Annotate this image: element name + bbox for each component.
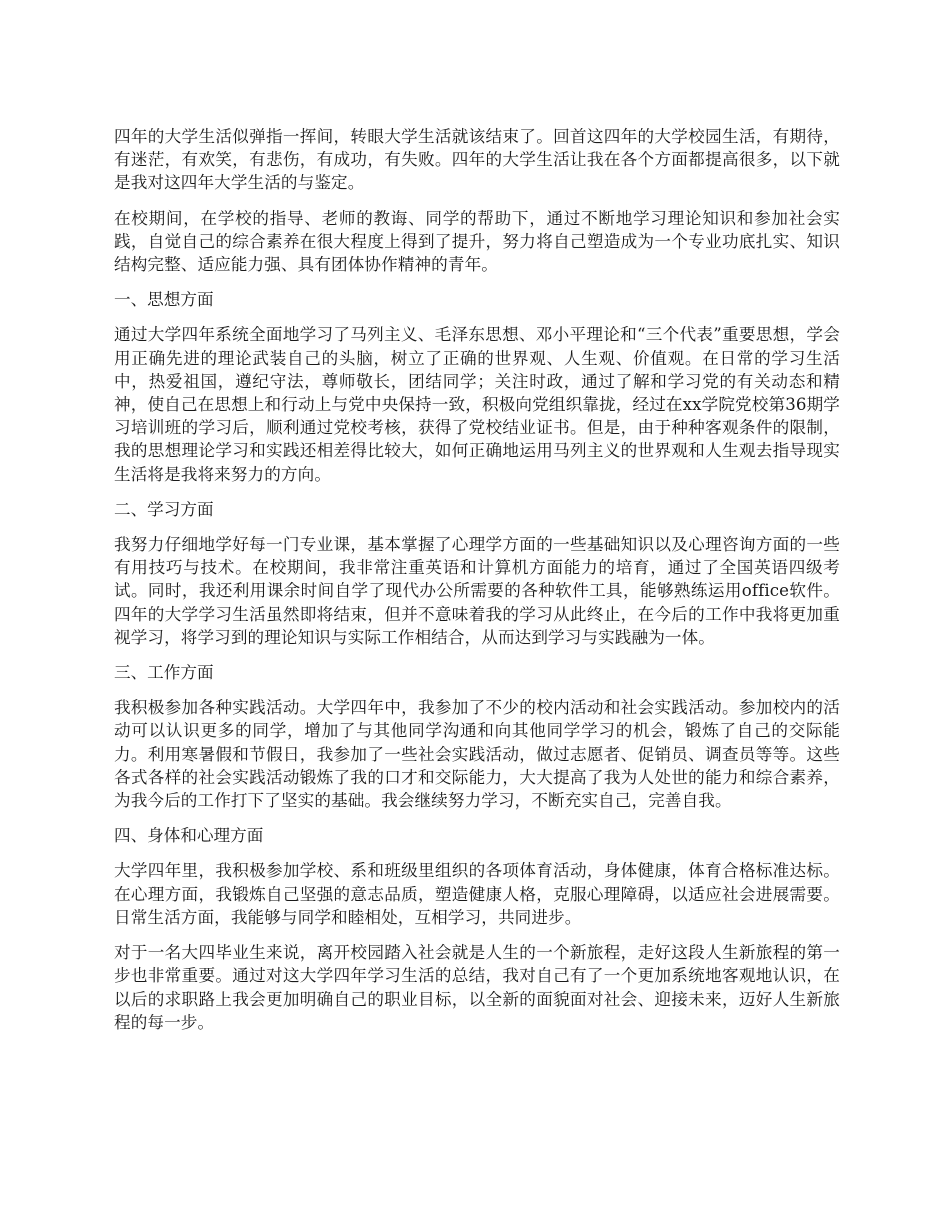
section-heading-work: 三、工作方面 [114, 663, 214, 683]
section-heading-ideology: 一、思想方面 [114, 290, 214, 310]
study-paragraph: 我努力仔细地学好每一门专业课，基本掌握了心理学方面的一些基础知识以及心理咨询方面的一些有用技巧与技术。在校期间，我非常注重英语和计算机方面能力的培育，通过了全国英语四级考试。同时，我还利用课余时间自学了现代办公所需要的各种软件工具，能够熟练运用office软件。四年的大学学习生活虽然即将结束，但并不意味着我的学习从此终止，在今后的工作中我将更加重视学习，将学习到的理论知识与实际工作相结合，从而达到学习与实践融为一体。 [114, 535, 840, 647]
section-heading-study: 二、学习方面 [114, 499, 214, 519]
intro-paragraph: 四年的大学生活似弹指一挥间，转眼大学生活就该结束了。回首这四年的大学校园生活，有期待，有迷茫，有欢笑，有悲伤，有成功，有失败。四年的大学生活让我在各个方面都提高很多，以下就是我对这四年大学生活的与鉴定。 [114, 127, 840, 193]
ideology-paragraph: 通过大学四年系统全面地学习了马列主义、毛泽东思想、邓小平理论和“三个代表”重要思想，学会用正确先进的理论武装自己的头脑，树立了正确的世界观、人生观、价值观。在日常的学习生活中，热爱祖国，遵纪守法，尊师敬长，团结同学；关注时政，通过了解和学习党的有关动态和精神，使自己在思想上和行动上与党中央保持一致，积极向党组织靠拢，经过在xx学院党校第36期学习培训班的学习后，顺利通过党校考核，获得了党校结业证书。但是，由于种种客观条件的限制，我的思想理论学习和实践还相差得比较大，如何正确地运用马列主义的世界观和人生观去指导现实生活将是我将来努力的方向。 [114, 325, 840, 484]
section-heading-health: 四、身体和心理方面 [114, 826, 264, 846]
work-paragraph: 我积极参加各种实践活动。大学四年中，我参加了不少的校内活动和社会实践活动。参加校内的活动可以认识更多的同学，增加了与其他同学沟通和向其他同学学习的机会，锻炼了自己的交际能力。利用寒暑假和节假日，我参加了一些社会实践活动，做过志愿者、促销员、调查员等等。这些各式各样的社会实践活动锻炼了我的口才和交际能力，大大提高了我为人处世的能力和综合素养，为我今后的工作打下了坚实的基础。我会继续努力学习，不断充实自己，完善自我。 [114, 698, 840, 811]
conclusion-paragraph: 对于一名大四毕业生来说，离开校园踏入社会就是人生的一个新旅程，走好这段人生新旅程的第一步也非常重要。通过对这大学四年学习生活的总结，我对自己有了一个更加系统地客观地认识，在以后的求职路上我会更加明确自己的职业目标，以全新的面貌面对社会、迎接未来，迈好人生新旅程的每一步。 [114, 943, 840, 1032]
school-period-paragraph: 在校期间，在学校的指导、老师的教诲、同学的帮助下，通过不断地学习理论知识和参加社会实践，自觉自己的综合素养在很大程度上得到了提升，努力将自己塑造成为一个专业功底扎实、知识结构完整、适应能力强、具有团体协作精神的青年。 [114, 208, 840, 275]
document-body [114, 125, 840, 1046]
health-paragraph: 大学四年里，我积极参加学校、系和班级里组织的各项体育活动，身体健康，体育合格标准达标。在心理方面，我锻炼自己坚强的意志品质，塑造健康人格，克服心理障碍，以适应社会进展需要。日常生活方面，我能够与同学和睦相处，互相学习，共同进步。 [114, 861, 840, 927]
